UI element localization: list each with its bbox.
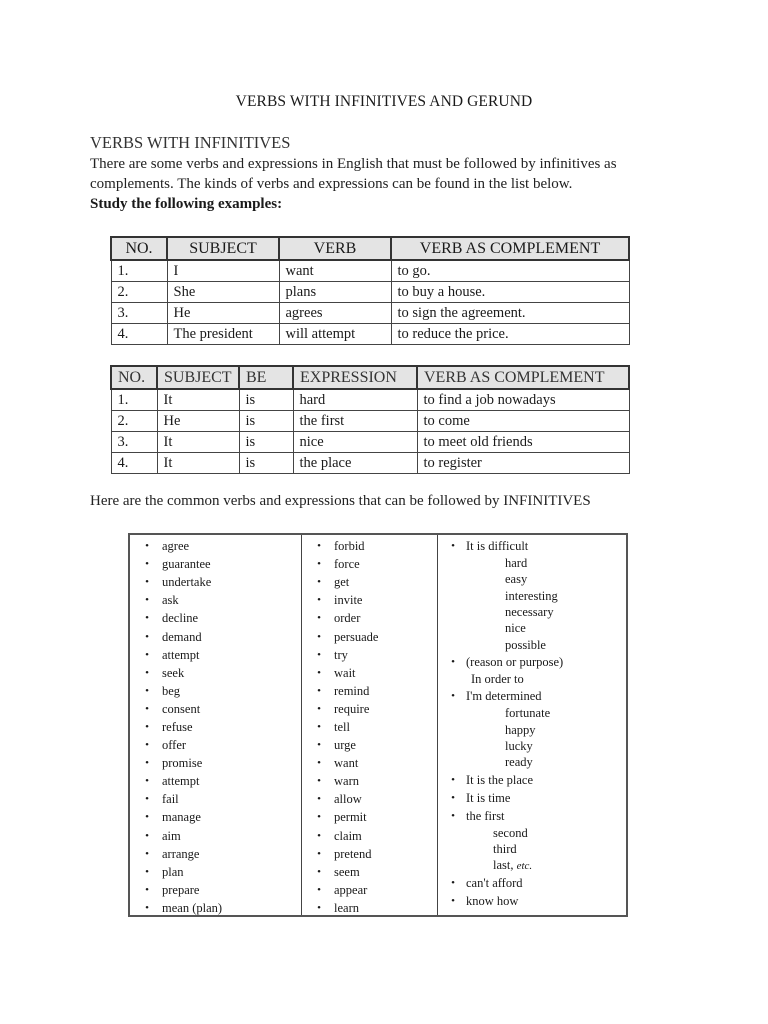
list-item xyxy=(438,653,626,671)
bullet-icon: • xyxy=(451,894,455,907)
list-item-label: It is time xyxy=(466,790,511,805)
cell-expression: hard xyxy=(293,389,417,411)
cell-no: 1. xyxy=(111,389,157,411)
list-item xyxy=(438,537,626,555)
list-item xyxy=(130,682,301,700)
list-item-label: the first xyxy=(466,808,505,823)
list-item-label: prepare xyxy=(162,882,200,897)
list-item-label: require xyxy=(334,701,370,716)
list-subitem: happy xyxy=(505,722,536,737)
list-subitem: ready xyxy=(505,755,533,770)
cell-complement: to reduce the price. xyxy=(391,324,629,345)
bullet-icon: • xyxy=(451,876,455,889)
list-item-label: urge xyxy=(334,738,356,753)
list-item xyxy=(302,881,437,899)
bullet-icon: • xyxy=(317,558,321,571)
bullet-icon: • xyxy=(451,655,455,668)
cell-subject: She xyxy=(167,282,279,303)
table-row xyxy=(111,303,629,324)
list-item xyxy=(130,664,301,682)
bullet-icon: • xyxy=(145,739,149,752)
list-item-label: pretend xyxy=(334,846,372,861)
list-subitem: second xyxy=(493,825,528,840)
header-complement: VERB AS COMPLEMENT xyxy=(391,237,629,260)
header-no: NO. xyxy=(111,237,167,260)
list-item-label: remind xyxy=(334,683,370,698)
cell-subject: It xyxy=(157,389,239,411)
list-item-label: refuse xyxy=(162,719,193,734)
header-subject: SUBJECT xyxy=(167,237,279,260)
list-item-label: I'm determined xyxy=(466,689,542,704)
list-item-label: mean (plan) xyxy=(162,900,223,915)
list-item-label: can't afford xyxy=(466,875,523,890)
expression-examples-table xyxy=(110,365,630,474)
list-item-label: beg xyxy=(162,683,181,698)
header-verb: VERB xyxy=(279,237,391,260)
header-no: NO. xyxy=(111,366,157,389)
cell-verb: plans xyxy=(279,282,391,303)
list-item xyxy=(302,700,437,718)
cell-complement: to meet old friends xyxy=(417,432,629,453)
list-item xyxy=(438,771,626,789)
bullet-icon: • xyxy=(317,793,321,806)
list-subitem: hard xyxy=(505,556,528,571)
bullet-icon: • xyxy=(317,612,321,625)
list-item xyxy=(130,772,301,790)
header-subject: SUBJECT xyxy=(157,366,239,389)
cell-complement: to register xyxy=(417,453,629,474)
bullet-icon: • xyxy=(145,540,149,553)
list-item-label: attempt xyxy=(162,647,200,662)
cell-no: 2. xyxy=(111,282,167,303)
list-item-label: demand xyxy=(162,629,202,644)
list-subitem: lucky xyxy=(505,738,533,753)
list-item-label: know how xyxy=(466,893,519,908)
list-item xyxy=(302,627,437,645)
cell-subject: It xyxy=(157,432,239,453)
list-subitem: third xyxy=(493,842,517,857)
cell-expression: the place xyxy=(293,453,417,474)
header-expression: EXPRESSION xyxy=(293,366,417,389)
list-item-label: learn xyxy=(334,900,359,915)
bullet-icon: • xyxy=(145,865,149,878)
list-item xyxy=(302,682,437,700)
list-item xyxy=(302,863,437,881)
bullet-icon: • xyxy=(317,666,321,679)
list-item xyxy=(130,627,301,645)
infinitive-verbs-list xyxy=(128,533,628,917)
list-item-label: claim xyxy=(334,828,362,843)
verb-list-column-1 xyxy=(130,535,302,915)
bullet-icon: • xyxy=(145,702,149,715)
list-item xyxy=(438,892,626,910)
list-item-label: seek xyxy=(162,665,185,680)
list-item xyxy=(302,646,437,664)
list-item xyxy=(130,609,301,627)
cell-complement: to come xyxy=(417,411,629,432)
bullet-icon: • xyxy=(145,558,149,571)
list-item xyxy=(130,573,301,591)
list-subitem: possible xyxy=(505,637,546,652)
list-item xyxy=(302,591,437,609)
list-item xyxy=(130,899,301,917)
list-item xyxy=(130,827,301,845)
cell-verb: will attempt xyxy=(279,324,391,345)
table-row xyxy=(111,411,629,432)
bullet-icon: • xyxy=(317,865,321,878)
cell-subject: The president xyxy=(167,324,279,345)
bullet-icon: • xyxy=(317,883,321,896)
cell-be: is xyxy=(239,389,293,411)
table-row xyxy=(111,282,629,303)
bullet-icon: • xyxy=(317,901,321,914)
bullet-icon: • xyxy=(145,684,149,697)
list-subitem: nice xyxy=(505,621,526,636)
list-item-label: manage xyxy=(162,810,201,825)
list-subitem: interesting xyxy=(505,588,558,603)
list-subitem-label: last, xyxy=(493,858,514,873)
list-item-label: agree xyxy=(162,539,190,554)
cell-complement: to sign the agreement. xyxy=(391,303,629,324)
document-title: VERBS WITH INFINITIVES AND GERUND xyxy=(235,93,533,110)
list-item xyxy=(302,754,437,772)
bullet-icon: • xyxy=(145,847,149,860)
section-title: VERBS WITH INFINITIVES xyxy=(90,133,291,152)
cell-be: is xyxy=(239,411,293,432)
list-item-label: invite xyxy=(334,593,363,608)
list-item-label: persuade xyxy=(334,629,379,644)
bullet-icon: • xyxy=(145,811,149,824)
list-subitem: fortunate xyxy=(505,706,551,721)
list-item xyxy=(130,863,301,881)
expression-list-column xyxy=(438,535,626,915)
list-item-label: ask xyxy=(162,593,179,608)
bullet-icon: • xyxy=(317,847,321,860)
list-item-label: undertake xyxy=(162,575,212,590)
list-item xyxy=(130,700,301,718)
bullet-icon: • xyxy=(317,540,321,553)
list-item-label: want xyxy=(334,756,359,771)
table-row xyxy=(111,260,629,282)
cell-subject: He xyxy=(167,303,279,324)
bullet-icon: • xyxy=(317,757,321,770)
bullet-icon: • xyxy=(317,775,321,788)
list-subitem: necessary xyxy=(505,604,554,619)
list-item-label: consent xyxy=(162,701,201,716)
bullet-icon: • xyxy=(145,901,149,914)
list-item xyxy=(130,754,301,772)
list-item-label: It is difficult xyxy=(466,539,529,554)
list-subitem: In order to xyxy=(471,671,524,686)
table-header-row xyxy=(111,237,629,260)
cell-no: 4. xyxy=(111,453,157,474)
bullet-icon: • xyxy=(145,775,149,788)
list-item xyxy=(302,827,437,845)
bullet-icon: • xyxy=(317,702,321,715)
list-item xyxy=(302,609,437,627)
cell-complement: to find a job nowadays xyxy=(417,389,629,411)
list-item-label: attempt xyxy=(162,774,200,789)
list-item xyxy=(302,573,437,591)
bullet-icon: • xyxy=(145,666,149,679)
bullet-icon: • xyxy=(317,684,321,697)
bullet-icon: • xyxy=(145,630,149,643)
list-item xyxy=(302,664,437,682)
list-item xyxy=(130,537,301,555)
list-item-label: arrange xyxy=(162,846,200,861)
bullet-icon: • xyxy=(451,773,455,786)
etc-label: etc. xyxy=(516,860,533,873)
cell-expression: nice xyxy=(293,432,417,453)
list-item-label: seem xyxy=(334,864,360,879)
cell-complement: to buy a house. xyxy=(391,282,629,303)
verb-list-column-2 xyxy=(302,535,438,915)
list-subitem xyxy=(438,857,626,873)
list-item-label: fail xyxy=(162,792,179,807)
list-item xyxy=(302,736,437,754)
cell-subject: It xyxy=(157,453,239,474)
list-item-label: decline xyxy=(162,611,199,626)
bullet-icon: • xyxy=(317,829,321,842)
list-item xyxy=(302,808,437,826)
list-item xyxy=(302,899,437,917)
cell-no: 3. xyxy=(111,432,157,453)
list-item xyxy=(302,790,437,808)
list-item-label: forbid xyxy=(334,539,365,554)
list-item-label: permit xyxy=(334,810,367,825)
bullet-icon: • xyxy=(145,793,149,806)
bullet-icon: • xyxy=(145,594,149,607)
list-item xyxy=(438,874,626,892)
list-item-label: try xyxy=(334,647,348,662)
intro-paragraph: There are some verbs and expressions in English that must be followed by infinitives as complements. The kinds of verbs and expressions can be found in the list below. xyxy=(90,156,617,192)
cell-no: 1. xyxy=(111,260,167,282)
list-item xyxy=(130,646,301,664)
list-item xyxy=(302,555,437,573)
bullet-icon: • xyxy=(317,811,321,824)
header-complement: VERB AS COMPLEMENT xyxy=(417,366,629,389)
list-item-label: warn xyxy=(334,774,359,789)
cell-verb: agrees xyxy=(279,303,391,324)
common-verbs-label: Here are the common verbs and expressions that can be followed by INFINITIVES xyxy=(90,493,591,509)
list-item xyxy=(130,881,301,899)
list-item-label: allow xyxy=(334,792,362,807)
list-item-label: aim xyxy=(162,828,181,843)
table-row xyxy=(111,389,629,411)
bullet-icon: • xyxy=(317,648,321,661)
table-row xyxy=(111,324,629,345)
bullet-icon: • xyxy=(451,809,455,822)
bullet-icon: • xyxy=(317,594,321,607)
cell-no: 3. xyxy=(111,303,167,324)
bullet-icon: • xyxy=(451,540,455,553)
bullet-icon: • xyxy=(451,791,455,804)
list-item xyxy=(438,807,626,825)
list-item-label: appear xyxy=(334,882,368,897)
list-item-label: promise xyxy=(162,756,203,771)
bullet-icon: • xyxy=(317,576,321,589)
list-item xyxy=(302,718,437,736)
cell-expression: the first xyxy=(293,411,417,432)
list-item xyxy=(130,790,301,808)
cell-no: 4. xyxy=(111,324,167,345)
list-item-label: (reason or purpose) xyxy=(466,654,564,669)
cell-complement: to go. xyxy=(391,260,629,282)
cell-be: is xyxy=(239,432,293,453)
cell-verb: want xyxy=(279,260,391,282)
cell-subject: He xyxy=(157,411,239,432)
bullet-icon: • xyxy=(451,690,455,703)
list-item xyxy=(302,537,437,555)
bullet-icon: • xyxy=(145,829,149,842)
list-item-label: offer xyxy=(162,738,187,753)
list-item-label: wait xyxy=(334,665,356,680)
list-item xyxy=(130,591,301,609)
list-item xyxy=(130,736,301,754)
list-item-label: force xyxy=(334,557,360,572)
bullet-icon: • xyxy=(145,720,149,733)
list-subitem: easy xyxy=(505,572,528,587)
table-row xyxy=(111,453,629,474)
list-item-label: tell xyxy=(334,719,350,734)
bullet-icon: • xyxy=(145,757,149,770)
bullet-icon: • xyxy=(317,739,321,752)
verb-examples-table xyxy=(110,236,630,345)
table-row xyxy=(111,432,629,453)
list-item xyxy=(302,845,437,863)
list-item xyxy=(130,555,301,573)
bullet-icon: • xyxy=(145,576,149,589)
list-item-label: get xyxy=(334,575,350,590)
bullet-icon: • xyxy=(317,630,321,643)
list-item-label: guarantee xyxy=(162,557,211,572)
bullet-icon: • xyxy=(317,720,321,733)
list-item xyxy=(438,789,626,807)
list-item-label: plan xyxy=(162,864,184,879)
list-item xyxy=(130,808,301,826)
study-label: Study the following examples: xyxy=(90,196,283,212)
list-item-label: order xyxy=(334,611,361,626)
header-be: BE xyxy=(239,366,293,389)
cell-be: is xyxy=(239,453,293,474)
bullet-icon: • xyxy=(145,648,149,661)
list-item xyxy=(302,772,437,790)
bullet-icon: • xyxy=(145,612,149,625)
list-item-label: It is the place xyxy=(466,772,533,787)
cell-no: 2. xyxy=(111,411,157,432)
list-item xyxy=(130,845,301,863)
list-item xyxy=(130,718,301,736)
list-item xyxy=(438,687,626,705)
cell-subject: I xyxy=(167,260,279,282)
table-header-row xyxy=(111,366,629,389)
bullet-icon: • xyxy=(145,883,149,896)
